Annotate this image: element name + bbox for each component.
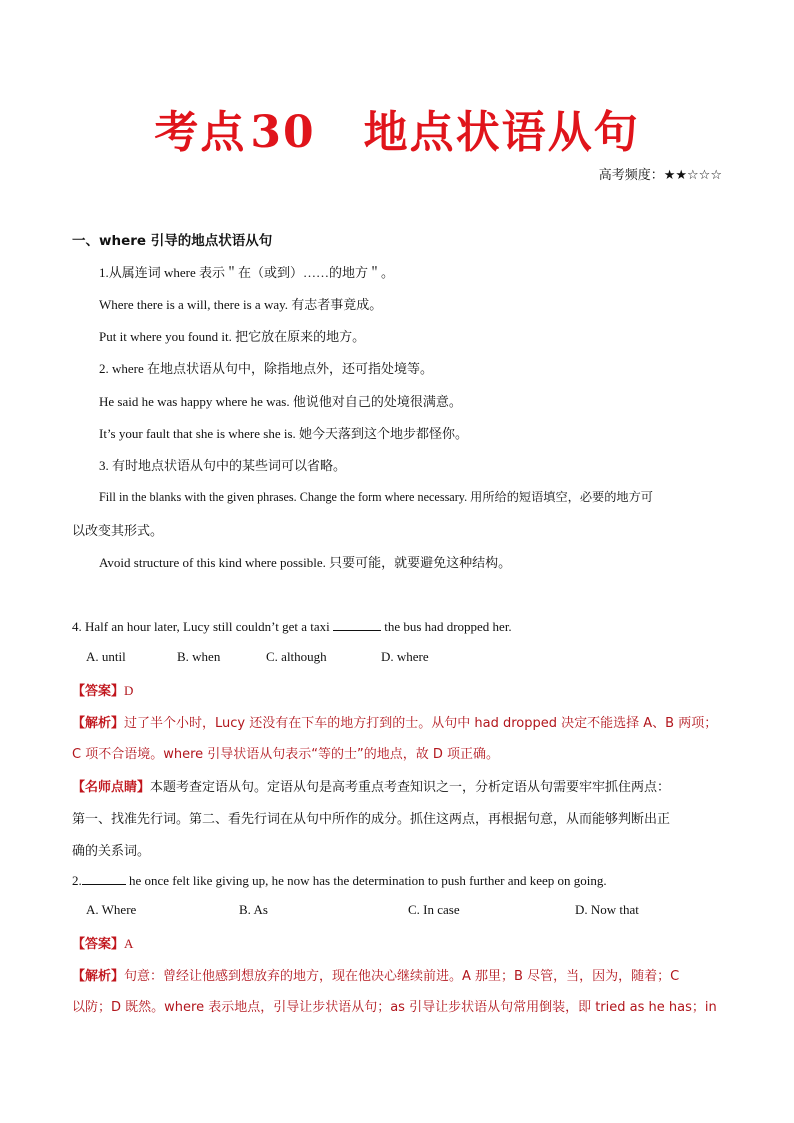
option-a: A. until: [86, 649, 126, 664]
title-prefix: 考点: [154, 107, 247, 158]
question-2-stem: 2. he once felt like giving up, he now has the determination to push further and keep on going.: [72, 873, 607, 888]
title-number: 30: [250, 107, 316, 158]
note-line: Put it where you found it. 把它放在原来的地方。: [99, 329, 366, 344]
question-2-analysis-cont: 以防；D 既然。where 表示地点，引导让步状语从句；as 引导让步状语从句常用倒装，即 tried as he has；in: [72, 1000, 717, 1015]
question-1-analysis-cont: C 项不合语境。where 引导状语从句表示“等的士”的地点，故 D 项正确。: [72, 747, 500, 762]
page-title: [0, 96, 794, 160]
option-d: D. where: [381, 649, 429, 664]
note-line: 3. 有时地点状语从句中的某些词可以省略。: [99, 458, 347, 473]
option-b: B. As: [239, 902, 268, 917]
exam-frequency: [599, 164, 722, 183]
question-1-tip: 【名师点睛】本题考查定语从句。定语从句是高考重点考查知识之一，分析定语从句需要牢牢抓住两点：: [72, 780, 671, 795]
title-topic: 地点状语从句: [363, 107, 640, 158]
question-2-analysis: 【解析】句意：曾经让他感到想放弃的地方，现在他决心继续前进。A 那里；B 尽管，当，因为，随着；C: [72, 969, 680, 984]
note-line: 2. where 在地点状语从句中，除指地点外，还可指处境等。: [99, 361, 434, 376]
question-1-stem: 4. Half an hour later, Lucy still couldn’t get a taxi the bus had dropped her.: [72, 619, 512, 634]
option-d: D. Now that: [575, 902, 639, 917]
note-line: It’s your fault that she is where she is. 她今天落到这个地步都怪你。: [99, 426, 469, 441]
answer-blank: [82, 872, 126, 885]
note-line: 1.从属连词 where 表示＂在（或到）……的地方＂。: [99, 265, 395, 280]
note-line: He said he was happy where he was. 他说他对自己的处境很满意。: [99, 394, 462, 409]
question-1-tip-cont: 第一、找准先行词。第二、看先行词在从句中所作的成分。抓住这两点，再根据句意，从而能够判断出正: [72, 812, 671, 827]
question-1-analysis: 【解析】过了半个小时，Lucy 还没有在下车的地方打到的士。从句中 had dropped 决定不能选择 A、B 两项；: [72, 716, 718, 731]
option-b: B. when: [177, 649, 221, 664]
note-line: Avoid structure of this kind where possible. 只要可能，就要避免这种结构。: [99, 555, 512, 570]
question-1-tip-cont: 确的关系词。: [72, 844, 151, 859]
question-2-answer: 【答案】A: [72, 936, 134, 952]
frequency-stars: ★★☆☆☆: [663, 168, 722, 183]
frequency-label: 高考频度：: [598, 168, 664, 183]
note-line: Fill in the blanks with the given phrases. Change the form where necessary. 用所给的短语填空，必要的地方可: [99, 490, 653, 504]
option-c: C. In case: [408, 902, 460, 917]
note-line: 以改变其形式。: [72, 523, 164, 538]
section-heading: 一、where 引导的地点状语从句: [72, 233, 273, 249]
note-line: Where there is a will, there is a way. 有志者事竟成。: [99, 297, 383, 312]
answer-blank: [333, 618, 381, 631]
question-1-answer: 【答案】D: [72, 683, 134, 699]
option-a: A. Where: [86, 902, 137, 917]
option-c: C. although: [266, 649, 327, 664]
